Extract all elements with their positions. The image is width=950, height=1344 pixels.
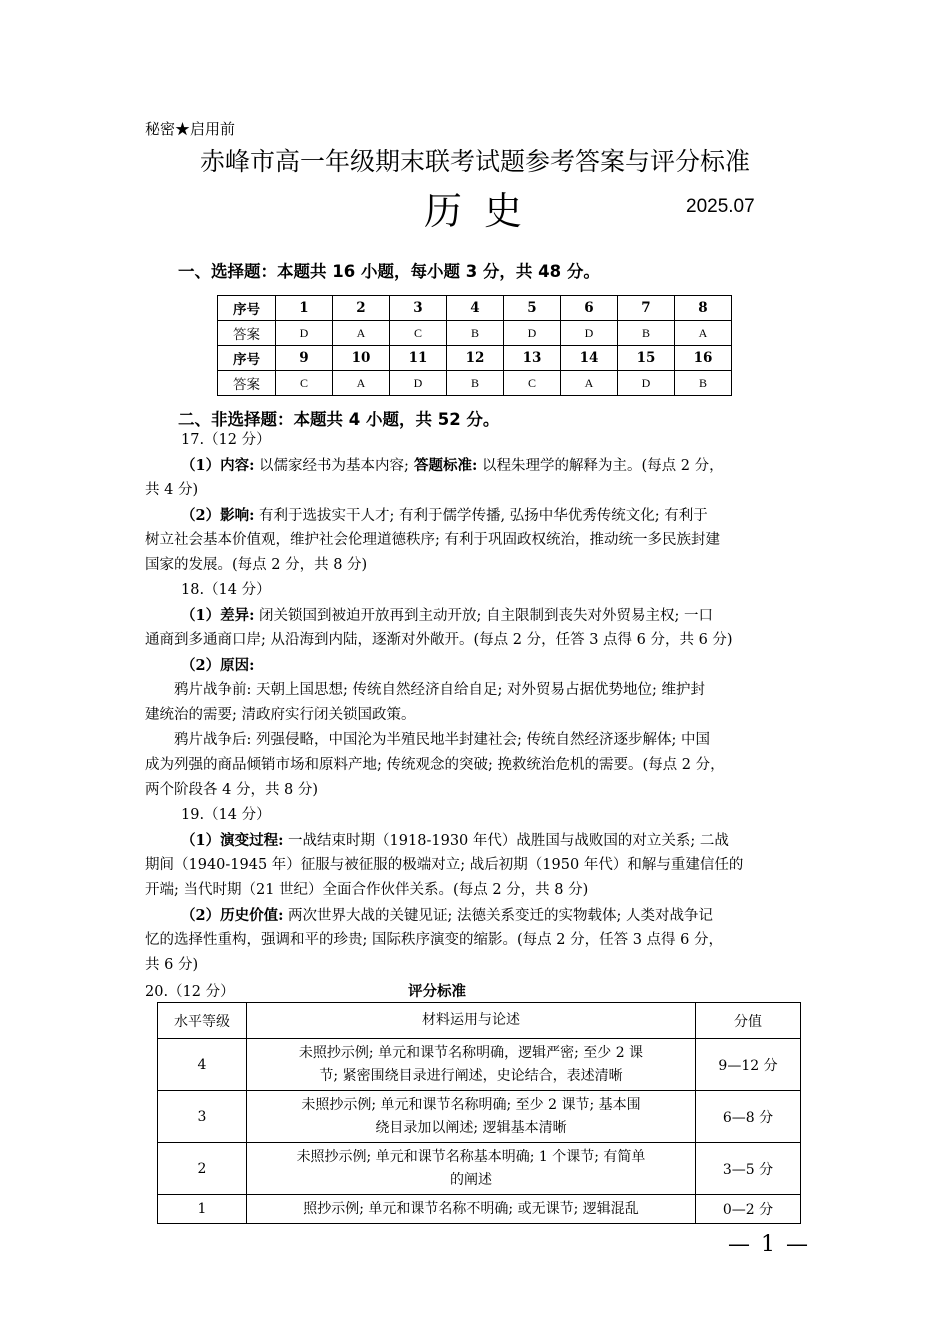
description-line: 节; 紧密围绕目录进行阐述，史论结合，表述清晰 xyxy=(319,1067,623,1084)
q18-part1 xyxy=(145,603,805,628)
question-number: 2 xyxy=(333,296,390,321)
answer-cell: C xyxy=(390,321,447,346)
level-cell: 1 xyxy=(158,1195,247,1224)
question-number: 14 xyxy=(561,346,618,371)
column-header: 水平等级 xyxy=(158,1003,247,1039)
score-cell: 9—12 分 xyxy=(696,1039,801,1091)
q17-p2-label: （2）影响: xyxy=(181,507,255,524)
table-row xyxy=(158,1195,801,1224)
answer-cell: D xyxy=(618,371,675,396)
answer-cell: A xyxy=(561,371,618,396)
question-number: 3 xyxy=(390,296,447,321)
section2-heading: 二、非选择题：本题共 4 小题，共 52 分。 xyxy=(178,410,500,429)
q17-part2-cont: 国家的发展。(每点 2 分，共 8 分) xyxy=(145,557,368,573)
answer-cell: D xyxy=(390,371,447,396)
document-title: 赤峰市高一年级期末联考试题参考答案与评分标准 xyxy=(199,147,750,176)
q18-part2 xyxy=(145,653,805,678)
answer-table xyxy=(217,295,732,396)
q18-after-war: 鸦片战争后: 列强侵略，中国沦为半殖民地半封建社会; 传统自然经济逐步解体; 中国 xyxy=(174,732,710,748)
question-number: 1 xyxy=(276,296,333,321)
q17-p2-text: 有利于选拔实干人才; 有利于儒学传播, 弘扬中华优秀传统文化; 有利于 xyxy=(254,508,708,524)
q17-part2-cont: 树立社会基本价值观，维护社会伦理道德秩序; 有利于巩固政权统治，推动统一多民族封建 xyxy=(145,532,720,548)
table-header-row xyxy=(158,1003,801,1039)
q17-p1-label2: 答题标准: xyxy=(408,457,478,474)
column-header: 分值 xyxy=(696,1003,801,1039)
q18-part1-cont: 通商到多通商口岸; 从沿海到内陆，逐渐对外敞开。(每点 2 分，任答 3 点得 6 分，共 6 分) xyxy=(145,632,733,648)
table-row xyxy=(218,346,732,371)
q17-title: 17.（12 分） xyxy=(181,432,271,448)
answer-cell: B xyxy=(447,371,504,396)
table-row xyxy=(218,296,732,321)
q19-p2-label: （2）历史价值: xyxy=(181,907,284,924)
answer-cell: B xyxy=(675,371,732,396)
answer-cell: A xyxy=(333,321,390,346)
question-number: 12 xyxy=(447,346,504,371)
q18-p1-text: 闭关锁国到被迫开放再到主动开放; 自主限制到丧失对外贸易主权; 一口 xyxy=(254,608,714,624)
q19-part2 xyxy=(145,903,805,928)
question-number: 13 xyxy=(504,346,561,371)
answer-cell: D xyxy=(561,321,618,346)
q18-p2-label: （2）原因: xyxy=(181,657,255,674)
q19-title: 19.（14 分） xyxy=(181,807,271,823)
exam-date: 2025.07 xyxy=(686,196,755,217)
answer-header: 答案 xyxy=(218,371,276,396)
score-cell: 6—8 分 xyxy=(696,1091,801,1143)
confidential-label: 秘密★启用前 xyxy=(145,120,236,138)
q18-before-war-cont: 建统治的需要; 清政府实行闭关锁国政策。 xyxy=(145,707,416,723)
num-header: 序号 xyxy=(218,346,276,371)
answer-cell: B xyxy=(618,321,675,346)
description-cell: 照抄示例; 单元和课节名称不明确; 或无课节; 逻辑混乱 xyxy=(247,1195,696,1224)
description-line: 的阐述 xyxy=(450,1171,492,1188)
q17-part2 xyxy=(145,503,805,528)
question-number: 5 xyxy=(504,296,561,321)
answer-cell: A xyxy=(333,371,390,396)
table-row xyxy=(158,1091,801,1143)
q17-part1 xyxy=(145,453,805,478)
answer-cell: C xyxy=(504,371,561,396)
q18-after-war-cont: 成为列强的商品倾销市场和原料产地; 传统观念的突破; 挽救统治危机的需要。(每点 2 分， xyxy=(145,757,725,773)
q19-part2-cont: 共 6 分) xyxy=(145,957,199,973)
table-row xyxy=(218,371,732,396)
answer-cell: B xyxy=(447,321,504,346)
q18-p1-label: （1）差异: xyxy=(181,607,255,624)
q18-title: 18.（14 分） xyxy=(181,582,271,598)
q19-part2-cont: 忆的选择性重构，强调和平的珍贵; 国际秩序演变的缩影。(每点 2 分，任答 3 点得 6 分， xyxy=(145,932,723,948)
question-number: 4 xyxy=(447,296,504,321)
description-line: 未照抄示例; 单元和课节名称明确; 至少 2 课节; 基本围 xyxy=(301,1096,641,1113)
q17-p1-text: 以儒家经书为基本内容; xyxy=(254,458,409,474)
q19-part1-cont: 开端; 当代时期（21 世纪）全面合作伙伴关系。(每点 2 分，共 8 分) xyxy=(145,882,589,898)
column-header: 材料运用与论述 xyxy=(247,1003,696,1039)
q19-part1-cont: 期间（1940-1945 年）征服与被征服的极端对立; 战后初期（1950 年代）和解与重建信任的 xyxy=(145,857,744,873)
table-row xyxy=(218,321,732,346)
question-number: 10 xyxy=(333,346,390,371)
answer-body xyxy=(145,428,805,978)
table-row xyxy=(158,1039,801,1091)
q18-after-war-cont: 两个阶段各 4 分，共 8 分) xyxy=(145,782,319,798)
q19-p2-text: 两次世界大战的关键见证; 法德关系变迁的实物载体; 人类对战争记 xyxy=(283,908,714,924)
answer-cell: C xyxy=(276,371,333,396)
question-number: 11 xyxy=(390,346,447,371)
scoring-table xyxy=(157,1002,801,1224)
question-number: 9 xyxy=(276,346,333,371)
description-line: 未照抄示例; 单元和课节名称明确，逻辑严密; 至少 2 课 xyxy=(298,1044,644,1061)
description-line: 绕目录加以阐述; 逻辑基本清晰 xyxy=(375,1119,567,1136)
q19-p1-text: 一战结束时期（1918-1930 年代）战胜国与战败国的对立关系; 二战 xyxy=(283,833,729,849)
description-cell xyxy=(247,1091,696,1143)
num-header: 序号 xyxy=(218,296,276,321)
question-number: 15 xyxy=(618,346,675,371)
level-cell: 3 xyxy=(158,1091,247,1143)
question-number: 8 xyxy=(675,296,732,321)
answer-header: 答案 xyxy=(218,321,276,346)
q20-title: 20.（12 分） xyxy=(145,984,235,1000)
section1-heading: 一、选择题：本题共 16 小题，每小题 3 分，共 48 分。 xyxy=(178,262,600,281)
q19-p1-label: （1）演变过程: xyxy=(181,832,284,849)
q17-p1-label: （1）内容: xyxy=(181,457,255,474)
question-number: 6 xyxy=(561,296,618,321)
description-line: 未照抄示例; 单元和课节名称基本明确; 1 个课节; 有简单 xyxy=(296,1148,646,1165)
q17-part1-cont: 共 4 分) xyxy=(145,482,199,498)
answer-cell: D xyxy=(504,321,561,346)
answer-cell: D xyxy=(276,321,333,346)
table-row xyxy=(158,1143,801,1195)
description-cell xyxy=(247,1143,696,1195)
level-cell: 4 xyxy=(158,1039,247,1091)
score-cell: 3—5 分 xyxy=(696,1143,801,1195)
answer-cell: A xyxy=(675,321,732,346)
description-cell xyxy=(247,1039,696,1091)
question-number: 16 xyxy=(675,346,732,371)
q18-before-war: 鸦片战争前: 天朝上国思想; 传统自然经济自给自足; 对外贸易占据优势地位; 维护封 xyxy=(174,682,705,698)
q19-part1 xyxy=(145,828,805,853)
score-cell: 0—2 分 xyxy=(696,1195,801,1224)
subject-title: 历史 xyxy=(423,189,544,233)
scoring-table-title: 评分标准 xyxy=(408,983,466,1000)
page-number: — 1 — xyxy=(728,1232,810,1257)
q17-p1-text2: 以程朱理学的解释为主。(每点 2 分， xyxy=(477,458,724,474)
level-cell: 2 xyxy=(158,1143,247,1195)
question-number: 7 xyxy=(618,296,675,321)
